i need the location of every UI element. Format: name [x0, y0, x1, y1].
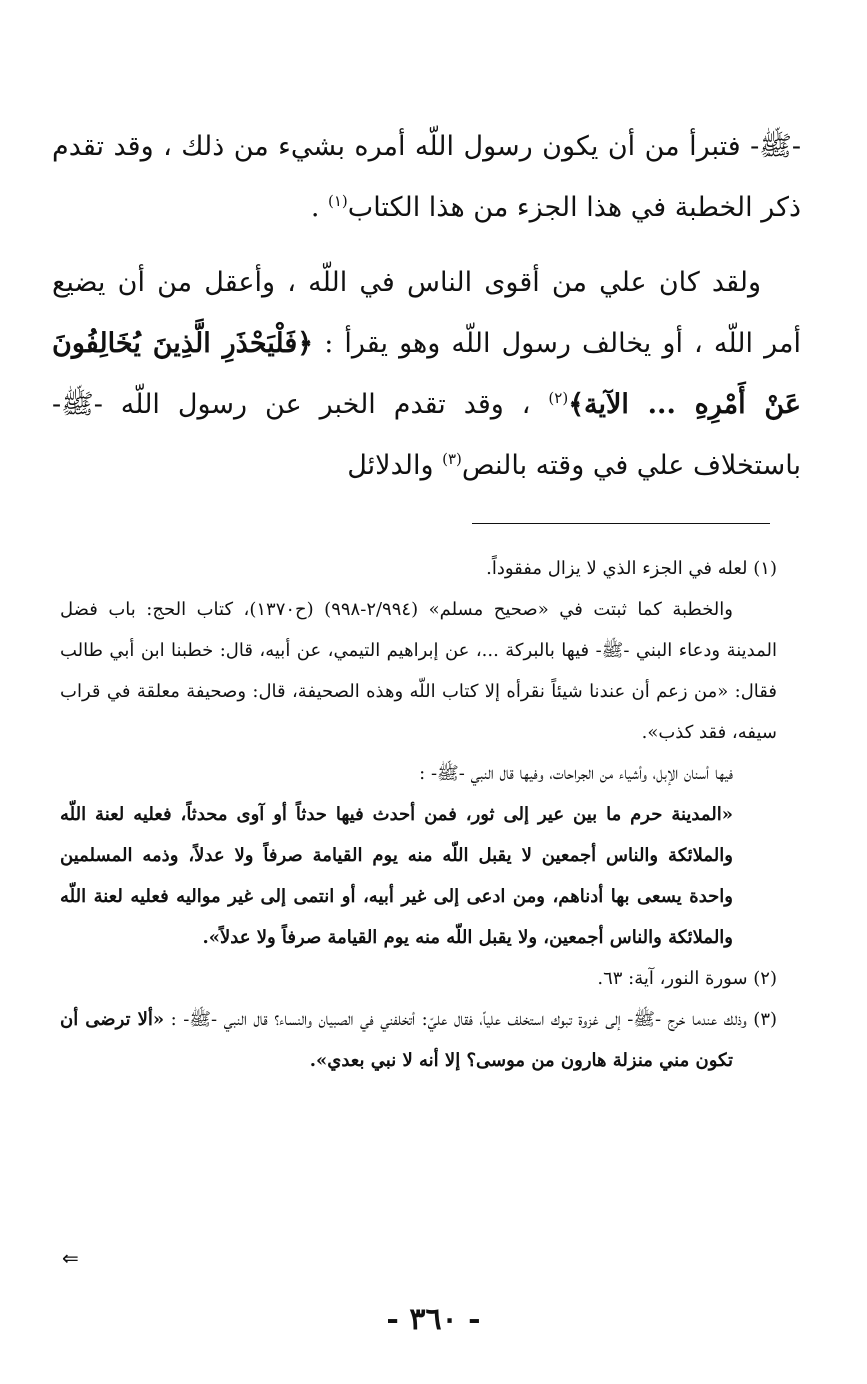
footnotes	[60, 548, 777, 1081]
footnote-3	[60, 999, 777, 1081]
footnote-ref-3: (٣)	[442, 450, 462, 468]
main-paragraph-2	[52, 252, 801, 496]
continue-arrow-icon: ⇐	[62, 1246, 79, 1270]
paragraph-1-end: .	[310, 192, 328, 223]
quran-verse: ﴿فَلْيَحْذَرِ الَّذِينَ يُخَالِفُونَ عَنْ أَمْرِهِ ... الآية﴾	[52, 328, 801, 420]
footnote-ref-1: (١)	[328, 192, 348, 210]
main-paragraph-1	[52, 116, 801, 238]
footnote-1-more-intro: فيها أسنان الإبل، وأشياء من الجراحات، وفيها قال النبي -ﷺ- :	[419, 763, 733, 784]
footnote-1-body: والخطبة كما ثبتت في «صحيح مسلم» (٢/٩٩٤-٩٩٨) (ح١٣٧٠)، كتاب الحج: باب فضل المدينة ودعاء البني -ﷺ- فيها بالبركة ...، عن إبراهيم التيمي، عن أبيه، قال: خطبنا ابن أبي طالب فقال: «من زعم أن عندنا شيئاً نقرأه إلا كتاب اللّه وهذه الصحيفة، قال: وصحيفة معلقة في قراب سيفه، فقد كذب».	[60, 599, 777, 743]
main-text	[52, 116, 801, 496]
paragraph-1-text: -ﷺ- فتبرأ من أن يكون رسول اللّه أمره بشيء من ذلك ، وقد تقدم ذكر الخطبة في هذا الجزء من هذا الكتاب	[52, 131, 801, 223]
page-number: - ٣٦٠ -	[386, 1302, 481, 1337]
footnote-2: (٢) سورة النور، آية: ٦٣.	[597, 968, 777, 989]
paragraph-2-middle: ، وقد تقدم الخبر عن رسول اللّه -ﷺ- باستخلاف علي في وقته بالنص	[52, 389, 801, 481]
footnote-ref-2: (٢)	[548, 389, 569, 407]
footnote-3-quote: «ألا ترضى أن تكون مني منزلة هارون من موسى؟ إلا أنه لا نبي بعدي».	[60, 1009, 733, 1071]
footnote-1-hadith: «المدينة حرم ما بين عير إلى ثور، فمن أحدث فيها حدثاً أو آوى محدثاً، فعليه لعنة اللّه والملائكة والناس أجمعين لا يقبل اللّه منه يوم القيامة صرفاً ولا عدلاً، وذمه المسلمين واحدة يسعى بها أدناهم، ومن ادعى إلى غير أبيه، أو انتمى إلى غير مواليه فعليه لعنة اللّه والملائكة والناس أجمعين، ولا يقبل اللّه منه يوم القيامة صرفاً ولا عدلاً».	[60, 804, 733, 948]
footnote-1: (١) لعله في الجزء الذي لا يزال مفقوداً.	[486, 558, 777, 579]
footnote-divider	[472, 523, 770, 524]
paragraph-2-before: ولقد كان علي من أقوى الناس في اللّه ، وأعقل من أن يضيع أمر اللّه ، أو يخالف رسول اللّه وهو يقرأ :	[52, 267, 801, 359]
footnote-3-intro: (٣) وذلك عندما خرج -ﷺ- إلى غزوة تبوك استخلف علياً، فقال عليّ: أتخلفني في الصبيان والنساء؟ قال النبي -ﷺ- :	[164, 1009, 778, 1030]
paragraph-2-end: والدلائل	[347, 450, 443, 481]
